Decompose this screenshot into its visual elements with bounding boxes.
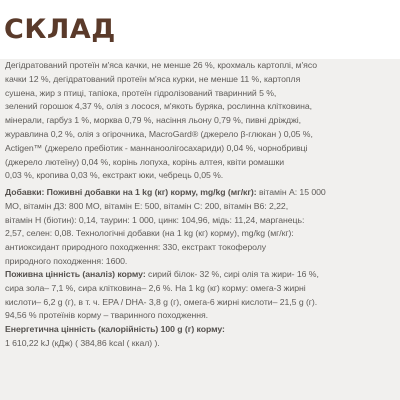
nutrition-label: Поживна цінність (аналіз) корму: (5, 269, 146, 279)
additives-line: вітамін А: 15 000 (256, 187, 326, 197)
additives-line: вітамін Н (біотин): 0,14, таурин: 1 000, цинк: 104,96, мідь: 11,24, марганець: (5, 214, 305, 225)
ingredients-line: 0,03 %, кропива 0,03 %, екстракт юки, чебрець 0,05 %. (5, 170, 224, 181)
ingredients-line: мінерали, гарбуз 1 %, морква 0,79 %, насіння льону 0,79 %, пивні дріжджі, (5, 115, 301, 126)
nutrition-text (5, 268, 397, 351)
energy-label: Енергетична цінність (калорійність) 100 g (г) корму: (5, 324, 225, 335)
ingredients-line: качки 12 %, дегідратований протеїн м'яса курки, не менше 11 %, картопля (5, 73, 301, 84)
ingredients-line: журавлина 0,2 %, олія з огірочника, MacroGard® (джерело β-глюкан ) 0,05 %, (5, 128, 313, 139)
nutrition-line: кислоти– 6,2 g (г), в т. ч. EPA / DHA- 3,8 g (г), омега-6 жирні кислоти– 21,5 g (г). (5, 296, 318, 307)
nutrition-line: 94,56 % протеїнів корму – тваринного походження. (5, 310, 208, 321)
additives-line: 2,57, селен: 0,08. Технологічні добавки (на 1 kg (кг) корму), mg/kg (мг/кг): (5, 228, 294, 239)
nutrition-line: сирий білок- 32 %, сирі олія та жири- 16 %, (145, 269, 319, 279)
additives-line: МО, вітамін Д3: 800 МО, вітамін Е: 500, вітамін С: 200, вітамін В6: 2,22, (5, 200, 289, 211)
composition-panel (0, 59, 400, 400)
additives-line: природного походження: 1600. (5, 255, 128, 266)
ingredients-line: сушена, жир з птиці, тапіока, протеїн гідролізований тваринний 5 %, (5, 87, 277, 98)
additives-first-line (5, 186, 397, 200)
nutrition-line: сира зола– 7,1 %, сира клітковина– 2,6 %. На 1 kg (кг) корму: омега-3 жирні (5, 282, 306, 293)
section-title: СКЛАД (4, 14, 116, 45)
nutrition-first-line (5, 268, 397, 282)
ingredients-text (5, 59, 397, 183)
ingredients-line: зелений горошок 4,37 %, олія з лосося, м'якоть буряка, рослинна клітковина, (5, 101, 312, 112)
additives-label: Добавки: Поживні добавки на 1 kg (кг) корму, mg/kg (мг/кг): (5, 187, 257, 197)
energy-value: 1 610,22 kJ (кДж) ( 384,86 kcal ( ккал) ). (5, 337, 160, 348)
ingredients-line: Actigen™ (джерело пребіотик - маннаноолігосахариди) 0,04 %, чорнобривці (5, 142, 308, 153)
ingredients-line: (джерело лютеїну) 0,04 %, корінь лопуха, корінь алтея, квіти ромашки (5, 156, 285, 167)
ingredients-line: Дегідратований протеїн м'яса качки, не менше 26 %, крохмаль картоплі, м'ясо (5, 60, 317, 70)
additives-line: антиоксидант природного походження: 330, екстракт токоферолу (5, 242, 267, 253)
additives-text (5, 186, 397, 269)
